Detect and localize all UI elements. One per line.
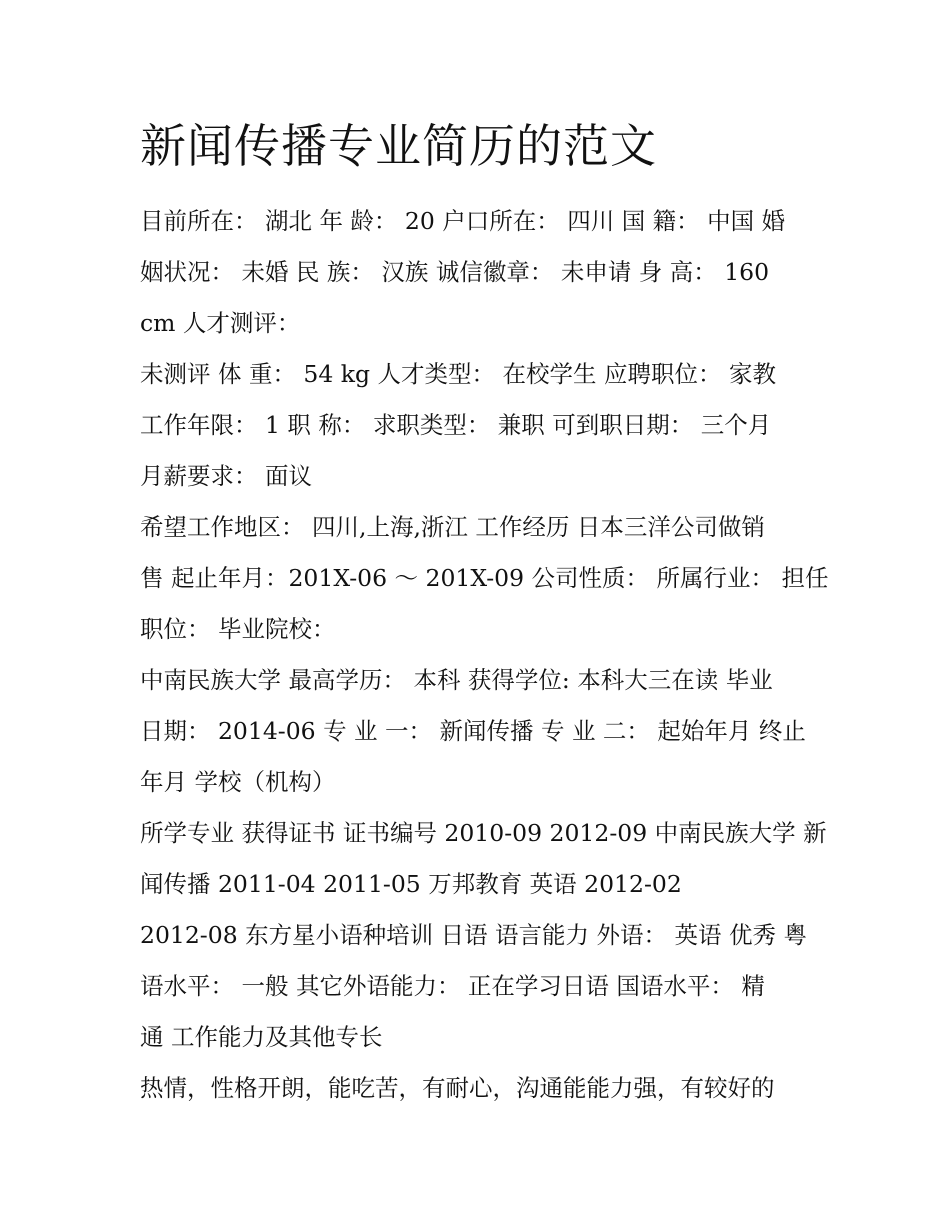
- text-line-14: 闻传播 2011-04 2011-05 万邦教育 英语 2012-02: [140, 870, 682, 898]
- text-line-18: 热情，性格开朗，能吃苦，有耐心，沟通能能力强，有较好的: [140, 1074, 775, 1102]
- text-line-15: 2012-08 东方星小语种培训 日语 语言能力 外语： 英语 优秀 粤: [140, 921, 807, 949]
- text-line-10: 中南民族大学 最高学历： 本科 获得学位: 本科大三在读 毕业: [140, 666, 773, 694]
- text-line-6: 月薪要求： 面议: [140, 462, 312, 490]
- text-line-16: 语水平： 一般 其它外语能力： 正在学习日语 国语水平： 精: [140, 972, 765, 1000]
- text-line-3: cm 人才测评：: [140, 309, 301, 337]
- text-line-2: 姻状况： 未婚 民 族： 汉族 诚信徽章： 未申请 身 高： 160: [140, 258, 770, 286]
- text-line-7: 希望工作地区： 四川,上海,浙江 工作经历 日本三洋公司做销: [140, 513, 765, 541]
- text-line-4: 未测评 体 重： 54 kg 人才类型： 在校学生 应聘职位： 家教: [140, 360, 776, 388]
- text-line-8: 售 起止年月：201X-06 ～ 201X-09 公司性质： 所属行业： 担任: [140, 564, 829, 592]
- text-line-9: 职位： 毕业院校：: [140, 615, 336, 643]
- text-line-1: 目前所在： 湖北 年 龄： 20 户口所在： 四川 国 籍： 中国 婚: [140, 207, 786, 235]
- text-line-11: 日期： 2014-06 专 业 一： 新闻传播 专 业 二： 起始年月 终止: [140, 717, 806, 745]
- text-line-17: 通 工作能力及其他专长: [140, 1023, 383, 1051]
- page-title: 新闻传播专业简历的范文: [140, 119, 657, 173]
- text-line-13: 所学专业 获得证书 证书编号 2010-09 2012-09 中南民族大学 新: [140, 819, 827, 847]
- text-line-12: 年月 学校（机构）: [140, 768, 336, 796]
- text-line-5: 工作年限： 1 职 称： 求职类型： 兼职 可到职日期： 三个月: [140, 411, 772, 439]
